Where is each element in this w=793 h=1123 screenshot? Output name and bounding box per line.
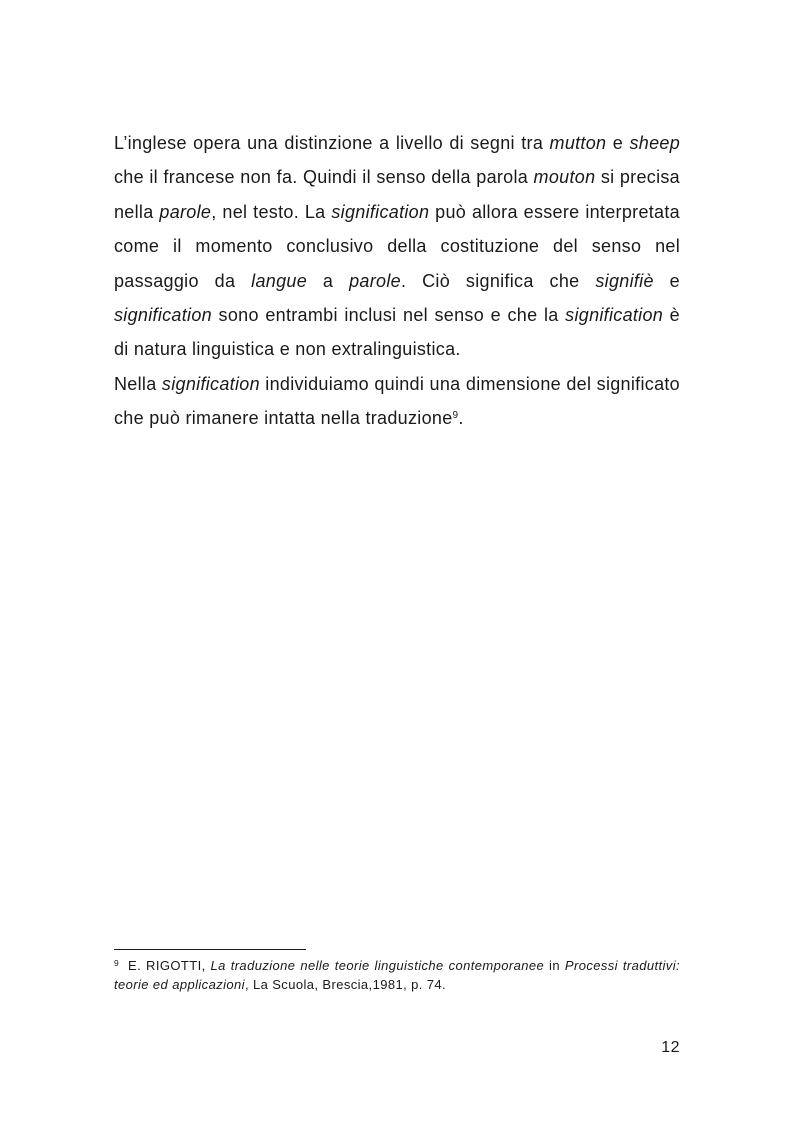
paragraph-1: L’inglese opera una distinzione a livello di segni tra mutton e sheep che il francese non fa. Quindi il senso della parola mouton si precisa nella parole, nel testo. La signification può allora essere interpretata come il momento conclusivo della costituzione del senso nel passaggio da langue a parole. Ciò significa che signifiè e signification sono entrambi inclusi nel senso e che la signification è di natura linguistica e non extralinguistica.	[114, 133, 681, 360]
footnote-book-title: Processi traduttivi: teorie ed applicazioni	[114, 958, 680, 992]
paragraph-2: Nella signification individuiamo quindi una dimensione del significato che può rimanere intatta nella traduzione$^9$.	[114, 373, 680, 429]
term-signification: signification	[331, 201, 430, 222]
footnote-title: La traduzione nelle teorie linguistiche contemporanee	[210, 958, 545, 973]
page-number: 12	[661, 1039, 680, 1056]
footnote-reference[interactable]: 9	[452, 410, 459, 422]
term-mouton: mouton	[533, 167, 596, 188]
footnote-separator	[114, 949, 306, 950]
term-signification: signification	[114, 305, 212, 326]
term-parole: parole	[349, 270, 401, 291]
term-sheep: sheep	[629, 133, 681, 153]
body-text	[114, 126, 680, 436]
term-signification: signification	[565, 305, 664, 326]
term-parole: parole	[159, 201, 212, 222]
footnote: $^9$ E. RIGOTTI, La traduzione nelle teorie linguistiche contemporanee in Processi traduttivi: teorie ed applicazioni, La Scuola, Brescia,1981, p. 74.	[114, 958, 680, 992]
term-signifie: signifiè	[595, 270, 654, 291]
term-mutton: mutton	[549, 133, 607, 153]
footnote-number: 9	[114, 958, 120, 968]
term-langue: langue	[251, 270, 308, 291]
term-signification: signification	[161, 373, 260, 394]
